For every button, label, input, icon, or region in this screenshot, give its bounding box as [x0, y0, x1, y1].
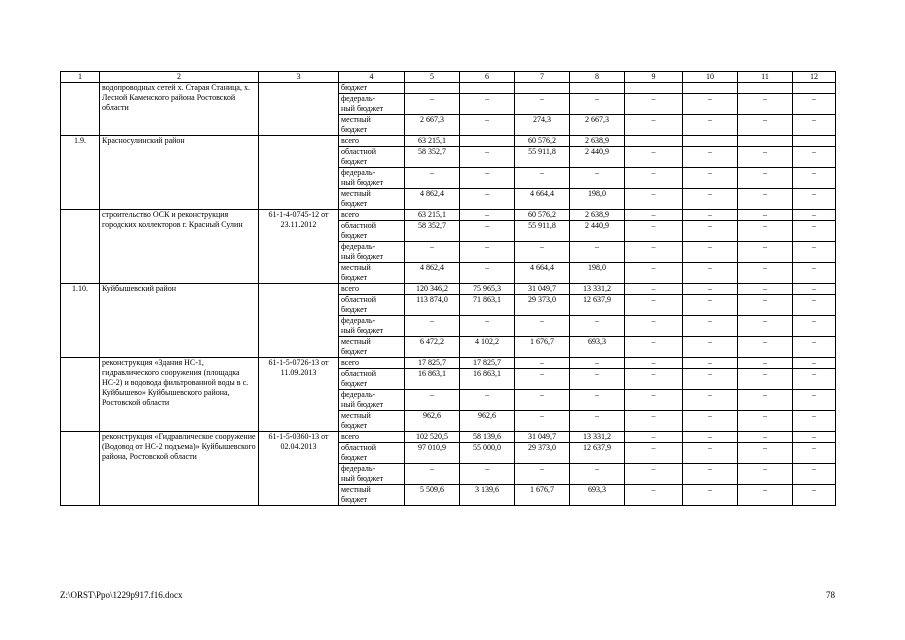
value-cell: – — [625, 485, 683, 506]
value-cell: – — [793, 295, 836, 316]
object-name-cell: реконструкция «Гидравлическое сооружение (Водовод от НС-2 подъема)» Куйбышевского района, Ростовской области — [100, 432, 259, 506]
value-cell: 3 139,6 — [460, 485, 515, 506]
document-ref-cell: 61-1-5-0726-13 от 11.09.2013 — [259, 358, 339, 432]
value-cell: – — [683, 337, 738, 358]
value-cell: – — [793, 168, 836, 189]
value-cell: – — [625, 411, 683, 432]
value-cell: 5 509,6 — [405, 485, 460, 506]
object-name-cell: Красносулинский район — [100, 136, 259, 210]
value-cell: 12 637,9 — [570, 443, 625, 464]
value-cell: – — [625, 221, 683, 242]
value-cell: 693,3 — [570, 485, 625, 506]
value-cell: – — [793, 464, 836, 485]
value-cell: – — [793, 337, 836, 358]
budget-source-cell: всего — [339, 136, 405, 147]
budget-source-cell: местный бюджет — [339, 263, 405, 284]
document-ref-cell — [259, 284, 339, 358]
value-cell: 55 000,0 — [460, 443, 515, 464]
value-cell: – — [683, 485, 738, 506]
budget-source-cell: местный бюджет — [339, 485, 405, 506]
value-cell: 1 676,7 — [515, 337, 570, 358]
value-cell: – — [793, 390, 836, 411]
row-number-cell — [61, 432, 100, 506]
value-cell: – — [625, 115, 683, 136]
table-row — [61, 284, 836, 295]
document-table — [60, 71, 836, 506]
budget-source-cell: областной бюджет — [339, 295, 405, 316]
document-ref-cell — [259, 83, 339, 136]
header-row — [61, 72, 836, 83]
value-cell: 4 862,4 — [405, 189, 460, 210]
value-cell: – — [515, 242, 570, 263]
value-cell: 58 352,7 — [405, 147, 460, 168]
budget-source-cell: федераль- ный бюджет — [339, 316, 405, 337]
value-cell: – — [793, 432, 836, 443]
value-cell: 16 863,1 — [405, 369, 460, 390]
value-cell: – — [793, 94, 836, 115]
value-cell: – — [570, 358, 625, 369]
value-cell: – — [570, 242, 625, 263]
header-cell: 5 — [405, 72, 460, 83]
value-cell: 120 346,2 — [405, 284, 460, 295]
value-cell: 113 874,0 — [405, 295, 460, 316]
value-cell: – — [793, 263, 836, 284]
value-cell: 962,6 — [405, 411, 460, 432]
value-cell: – — [460, 94, 515, 115]
value-cell: – — [625, 295, 683, 316]
budget-source-cell: областной бюджет — [339, 221, 405, 242]
header-cell: 10 — [683, 72, 738, 83]
value-cell: 2 667,3 — [570, 115, 625, 136]
value-cell: – — [793, 485, 836, 506]
table-row — [61, 432, 836, 443]
value-cell: – — [683, 189, 738, 210]
budget-source-cell: всего — [339, 284, 405, 295]
document-ref-cell: 61-1-4-0745-12 от 23.11.2012 — [259, 210, 339, 284]
value-cell: – — [625, 168, 683, 189]
value-cell: 2 638,9 — [570, 136, 625, 147]
value-cell: – — [625, 432, 683, 443]
value-cell: 63 215,1 — [405, 210, 460, 221]
value-cell: – — [625, 284, 683, 295]
value-cell: 97 010,9 — [405, 443, 460, 464]
table-row — [61, 136, 836, 147]
value-cell: – — [738, 464, 793, 485]
value-cell: 58 139,6 — [460, 432, 515, 443]
budget-source-cell: всего — [339, 210, 405, 221]
value-cell: 31 049,7 — [515, 432, 570, 443]
header-cell: 8 — [570, 72, 625, 83]
value-cell — [625, 83, 683, 94]
value-cell: 55 911,8 — [515, 147, 570, 168]
value-cell: – — [460, 316, 515, 337]
value-cell: – — [793, 189, 836, 210]
row-number-cell — [61, 358, 100, 432]
budget-source-cell: бюджет — [339, 83, 405, 94]
value-cell: – — [515, 316, 570, 337]
value-cell: 1 676,7 — [515, 485, 570, 506]
document-ref-cell: 61-1-5-0360-13 от 02.04.2013 — [259, 432, 339, 506]
header-cell: 3 — [259, 72, 339, 83]
value-cell: 12 637,9 — [570, 295, 625, 316]
value-cell: – — [793, 411, 836, 432]
value-cell — [405, 83, 460, 94]
value-cell: – — [738, 168, 793, 189]
value-cell — [683, 136, 738, 147]
budget-source-cell: местный бюджет — [339, 337, 405, 358]
value-cell: – — [625, 316, 683, 337]
value-cell: – — [683, 411, 738, 432]
budget-source-cell: местный бюджет — [339, 411, 405, 432]
header-cell: 6 — [460, 72, 515, 83]
value-cell: 60 576,2 — [515, 136, 570, 147]
value-cell: – — [793, 358, 836, 369]
value-cell: – — [625, 94, 683, 115]
value-cell: – — [683, 94, 738, 115]
value-cell: – — [738, 316, 793, 337]
value-cell: 4 664,4 — [515, 263, 570, 284]
value-cell: – — [738, 369, 793, 390]
value-cell: – — [738, 263, 793, 284]
value-cell: – — [683, 147, 738, 168]
value-cell: – — [738, 390, 793, 411]
header-cell: 7 — [515, 72, 570, 83]
value-cell: – — [683, 168, 738, 189]
value-cell: – — [405, 94, 460, 115]
row-number-cell — [61, 210, 100, 284]
value-cell: – — [683, 242, 738, 263]
budget-source-cell: областной бюджет — [339, 369, 405, 390]
value-cell: – — [793, 443, 836, 464]
budget-source-cell: федераль- ный бюджет — [339, 242, 405, 263]
value-cell: – — [515, 369, 570, 390]
header-cell: 9 — [625, 72, 683, 83]
object-name-cell: Куйбышевский район — [100, 284, 259, 358]
value-cell: – — [625, 210, 683, 221]
row-number-cell: 1.10. — [61, 284, 100, 358]
object-name-cell: реконструкция «Здания НС-1, гидравлического сооружения (площадка НС-2) и водовода фильтрованной воды в с. Куйбышево» Куйбышевского района, Ростовской области — [100, 358, 259, 432]
value-cell: – — [625, 390, 683, 411]
value-cell: – — [405, 464, 460, 485]
budget-source-cell: областной бюджет — [339, 443, 405, 464]
value-cell: – — [460, 147, 515, 168]
value-cell: – — [460, 263, 515, 284]
value-cell — [625, 136, 683, 147]
value-cell: – — [460, 221, 515, 242]
value-cell: – — [515, 464, 570, 485]
value-cell: – — [793, 115, 836, 136]
value-cell: – — [793, 284, 836, 295]
value-cell: – — [738, 443, 793, 464]
value-cell: – — [683, 369, 738, 390]
object-name-cell: строительство ОСК и реконструкция городских коллекторов г. Красный Сулин — [100, 210, 259, 284]
value-cell: 4 664,4 — [515, 189, 570, 210]
value-cell: – — [793, 369, 836, 390]
table-row — [61, 83, 836, 94]
budget-source-cell: всего — [339, 432, 405, 443]
value-cell: – — [570, 369, 625, 390]
value-cell: – — [738, 147, 793, 168]
value-cell: – — [683, 390, 738, 411]
value-cell: – — [625, 358, 683, 369]
value-cell: – — [738, 432, 793, 443]
header-cell: 4 — [339, 72, 405, 83]
value-cell: – — [625, 464, 683, 485]
value-cell: – — [405, 168, 460, 189]
value-cell — [570, 83, 625, 94]
value-cell: – — [683, 295, 738, 316]
value-cell: – — [683, 115, 738, 136]
value-cell: – — [460, 242, 515, 263]
value-cell: – — [570, 390, 625, 411]
value-cell: 63 215,1 — [405, 136, 460, 147]
value-cell — [738, 136, 793, 147]
value-cell: 4 102,2 — [460, 337, 515, 358]
value-cell: – — [738, 337, 793, 358]
value-cell: 2 667,3 — [405, 115, 460, 136]
value-cell: – — [515, 411, 570, 432]
value-cell: 58 352,7 — [405, 221, 460, 242]
value-cell: – — [683, 263, 738, 284]
budget-source-cell: областной бюджет — [339, 147, 405, 168]
value-cell: 60 576,2 — [515, 210, 570, 221]
value-cell: 17 825,7 — [460, 358, 515, 369]
value-cell: – — [738, 94, 793, 115]
value-cell: – — [625, 263, 683, 284]
value-cell — [793, 83, 836, 94]
value-cell: – — [738, 411, 793, 432]
value-cell: 13 331,2 — [570, 284, 625, 295]
value-cell: 102 520,5 — [405, 432, 460, 443]
value-cell: 962,6 — [460, 411, 515, 432]
header-cell: 11 — [738, 72, 793, 83]
value-cell: 2 440,9 — [570, 221, 625, 242]
value-cell: – — [793, 221, 836, 242]
value-cell: – — [738, 295, 793, 316]
value-cell: – — [515, 94, 570, 115]
value-cell: – — [625, 242, 683, 263]
value-cell — [460, 136, 515, 147]
value-cell: – — [515, 168, 570, 189]
value-cell: – — [460, 210, 515, 221]
value-cell: – — [793, 210, 836, 221]
object-name-cell: водопроводных сетей х. Старая Станица, х. Лесной Каменского района Ростовской области — [100, 83, 259, 136]
value-cell: 17 825,7 — [405, 358, 460, 369]
value-cell: 29 373,0 — [515, 295, 570, 316]
value-cell: – — [570, 94, 625, 115]
table-row — [61, 210, 836, 221]
value-cell: – — [460, 464, 515, 485]
value-cell: 693,3 — [570, 337, 625, 358]
value-cell: – — [738, 284, 793, 295]
value-cell: – — [683, 284, 738, 295]
budget-source-cell: федераль- ный бюджет — [339, 390, 405, 411]
value-cell: 2 638,9 — [570, 210, 625, 221]
row-number-cell — [61, 83, 100, 136]
value-cell: – — [738, 189, 793, 210]
page-number: 78 — [826, 590, 835, 600]
value-cell: – — [515, 358, 570, 369]
value-cell: – — [405, 242, 460, 263]
value-cell: 29 373,0 — [515, 443, 570, 464]
value-cell — [460, 83, 515, 94]
value-cell: – — [460, 189, 515, 210]
header-cell: 1 — [61, 72, 100, 83]
value-cell: – — [738, 221, 793, 242]
value-cell: – — [683, 210, 738, 221]
value-cell: – — [460, 115, 515, 136]
value-cell: – — [625, 147, 683, 168]
value-cell — [793, 136, 836, 147]
value-cell: – — [570, 411, 625, 432]
value-cell: 6 472,2 — [405, 337, 460, 358]
header-cell: 12 — [793, 72, 836, 83]
budget-source-cell: федераль- ный бюджет — [339, 94, 405, 115]
value-cell: – — [738, 115, 793, 136]
value-cell: – — [460, 168, 515, 189]
value-cell: – — [405, 390, 460, 411]
value-cell: 75 965,3 — [460, 284, 515, 295]
budget-source-cell: местный бюджет — [339, 189, 405, 210]
footer-file-path: Z:\ORST\Ppo\1229p917.f16.docx — [60, 590, 183, 600]
budget-source-cell: всего — [339, 358, 405, 369]
value-cell: – — [738, 210, 793, 221]
value-cell: – — [683, 358, 738, 369]
row-number-cell: 1.9. — [61, 136, 100, 210]
value-cell: – — [460, 390, 515, 411]
budget-source-cell: местный бюджет — [339, 115, 405, 136]
value-cell: 55 911,8 — [515, 221, 570, 242]
value-cell: – — [683, 316, 738, 337]
value-cell: – — [738, 358, 793, 369]
value-cell: – — [570, 168, 625, 189]
value-cell — [738, 83, 793, 94]
value-cell: – — [625, 189, 683, 210]
value-cell: – — [625, 369, 683, 390]
value-cell: 198,0 — [570, 263, 625, 284]
value-cell: – — [683, 221, 738, 242]
value-cell: 31 049,7 — [515, 284, 570, 295]
value-cell: 4 862,4 — [405, 263, 460, 284]
value-cell: 274,3 — [515, 115, 570, 136]
table-body — [61, 83, 836, 506]
budget-source-cell: федераль- ный бюджет — [339, 464, 405, 485]
budget-source-cell: федераль- ный бюджет — [339, 168, 405, 189]
value-cell: – — [793, 316, 836, 337]
document-ref-cell — [259, 136, 339, 210]
value-cell: 2 440,9 — [570, 147, 625, 168]
value-cell: 198,0 — [570, 189, 625, 210]
value-cell: – — [683, 464, 738, 485]
table-row — [61, 358, 836, 369]
value-cell: – — [683, 432, 738, 443]
value-cell: 71 863,1 — [460, 295, 515, 316]
value-cell: – — [625, 443, 683, 464]
value-cell: – — [738, 242, 793, 263]
value-cell: – — [515, 390, 570, 411]
value-cell: – — [570, 464, 625, 485]
value-cell: – — [738, 485, 793, 506]
value-cell: – — [405, 316, 460, 337]
value-cell — [515, 83, 570, 94]
value-cell: – — [793, 147, 836, 168]
value-cell: – — [625, 337, 683, 358]
value-cell: 16 863,1 — [460, 369, 515, 390]
value-cell: – — [570, 316, 625, 337]
value-cell: – — [793, 242, 836, 263]
value-cell: – — [683, 443, 738, 464]
value-cell: 13 331,2 — [570, 432, 625, 443]
value-cell — [683, 83, 738, 94]
header-cell: 2 — [100, 72, 259, 83]
